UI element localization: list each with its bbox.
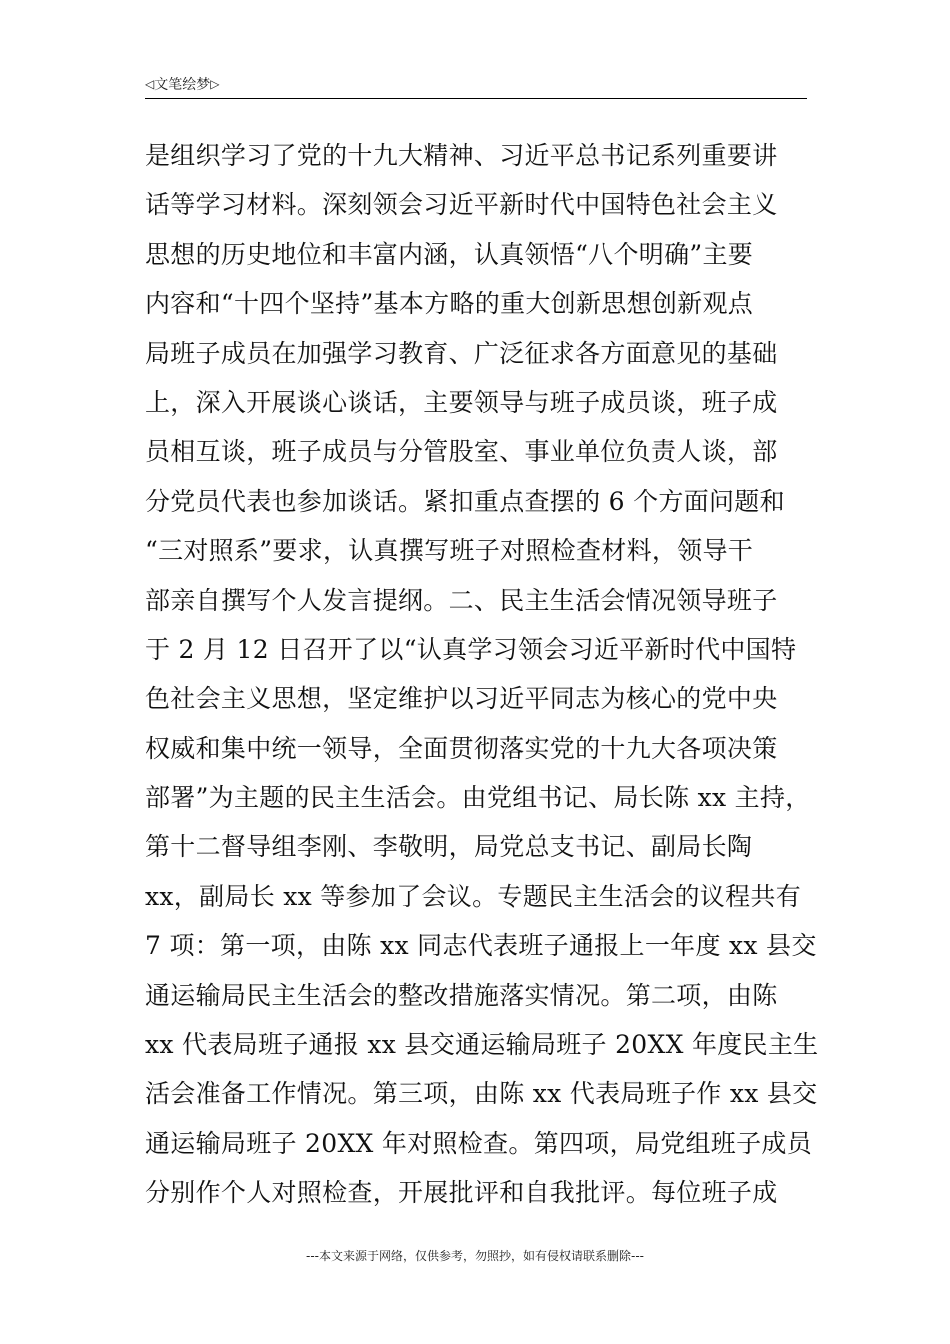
text-line: 权威和集中统一领导，全面贯彻落实党的十九大各项决策 [145, 733, 778, 763]
text-line: 局班子成员在加强学习教育、广泛征求各方面意见的基础 [145, 338, 778, 368]
page-footer: ---本文来源于网络，仅供参考，勿照抄，如有侵权请联系删除--- [306, 1249, 644, 1263]
text-line: 思想的历史地位和丰富内涵，认真领悟“八个明确”主要 [145, 239, 754, 269]
left-triangle-icon: ◁ [145, 77, 155, 91]
text-line: 分别作个人对照检查，开展批评和自我批评。每位班子成 [145, 1178, 778, 1208]
text-line: 活会准备工作情况。第三项，由陈 xx 代表局班子作 xx 县交 [145, 1079, 818, 1109]
text-line: xx，副局长 xx 等参加了会议。专题民主生活会的议程共有 [145, 881, 801, 911]
text-line: 于 2 月 12 日召开了以“认真学习领会习近平新时代中国特 [145, 634, 797, 664]
document-body [145, 131, 819, 1218]
text-line: “三对照系”要求，认真撰写班子对照检查材料，领导干 [145, 536, 754, 566]
text-line: 部亲自撰写个人发言提纲。二、民主生活会情况领导班子 [145, 585, 778, 615]
text-line: 内容和“十四个坚持”基本方略的重大创新思想创新观点 [145, 289, 754, 319]
text-line: 通运输局民主生活会的整改措施落实情况。第二项，由陈 [145, 980, 778, 1010]
text-line: 员相互谈，班子成员与分管股室、事业单位负责人谈，部 [145, 437, 778, 467]
right-triangle-icon: ▷ [210, 77, 220, 91]
text-line: 色社会主义思想，坚定维护以习近平同志为核心的党中央 [145, 684, 778, 714]
page-header [145, 74, 807, 99]
text-line: 通运输局班子 20XX 年对照检查。第四项，局党组班子成员 [145, 1128, 813, 1158]
text-line: 上，深入开展谈心谈话，主要领导与班子成员谈，班子成 [145, 387, 778, 417]
text-line: xx 代表局班子通报 xx 县交通运输局班子 20XX 年度民主生 [145, 1030, 819, 1060]
text-line: 分党员代表也参加谈话。紧扣重点查摆的 6 个方面问题和 [145, 486, 785, 516]
text-line: 第十二督导组李刚、李敬明，局党总支书记、副局长陶 [145, 832, 753, 862]
text-line: 7 项：第一项，由陈 xx 同志代表班子通报上一年度 xx 县交 [145, 931, 817, 961]
header-title: 文笔绘梦 [154, 77, 211, 93]
text-line: 是组织学习了党的十九大精神、习近平总书记系列重要讲 [145, 141, 778, 170]
text-line: 话等学习材料。深刻领会习近平新时代中国特色社会主义 [145, 190, 778, 220]
text-line: 部署”为主题的民主生活会。由党组书记、局长陈 xx 主持， [145, 783, 811, 813]
